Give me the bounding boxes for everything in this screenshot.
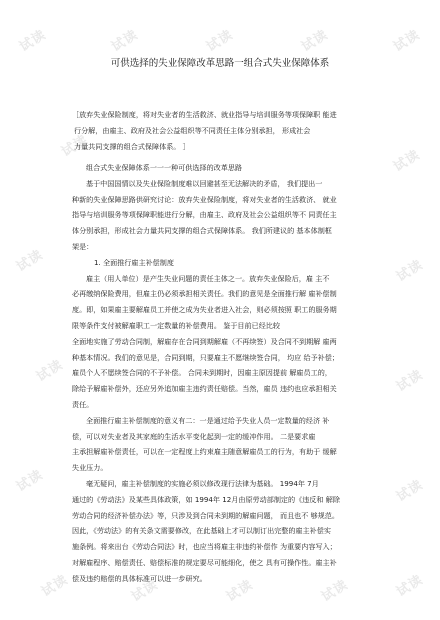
- body-line: 主承担解雇补偿责任，可以在一定程度上约束雇主随意解雇员工的行为，有助于 缓解: [72, 447, 337, 457]
- body-line: 全面推行雇主补偿制度的意义有二：一是通过给予失业人员一定数量的经济 补: [86, 415, 330, 425]
- body-line: 对解雇程序、赔偿责任、赔偿标准的规定要尽可能细化，使之 具有可操作性。雇主补: [72, 557, 337, 567]
- body-line: 雇员个人不愿续签合同的不予补偿。 合同未到期时，因雇主原因提前 解雇员工的，: [72, 368, 332, 378]
- watermark-text: 试读: [204, 27, 236, 55]
- body-line: 全面地实施了劳动合同制，解雇存在合同到期解雇（不再续签）及合同不到期解 雇两: [72, 336, 337, 346]
- body-line: 种新的失业保障思路供研究讨论：放弃失业保险制度，将对失业者的生活救济、 就业: [72, 194, 337, 204]
- body-line: 必再缴纳保险费用，但雇主仍必须承担相关责任。我们的意见是全面推行解 雇补偿制: [72, 289, 337, 299]
- body-line: 劳动合同的经济补偿办法》等，只涉及到合同未到期的解雇问题， 而且也不 够规范。: [72, 510, 339, 520]
- body-line: 偿，可以对失业者及其家庭的生活水平变化起到一定的缓冲作用。 二是要求雇: [72, 431, 316, 441]
- watermark-text: 试读: [39, 572, 71, 600]
- body-line: 架是：: [72, 241, 94, 251]
- body-line: 除给予解雇补偿外，还应另外追加雇主违约责任赔偿。当然，雇员 违约也应承担相关: [72, 384, 337, 394]
- body-line: 指导与培训服务等项保障职能进行分解，由雇主、政府及社会公益组织等不 同责任主: [72, 210, 337, 220]
- body-line: 偿及违约赔偿的具体标准可以进一步研究。: [72, 573, 207, 583]
- watermark-text: 试读: [224, 577, 256, 605]
- watermark-text: 试读: [109, 27, 141, 55]
- body-line: 限等条件支付被解雇职工一定数量的补偿费用。 鉴于目前已经比较: [72, 320, 280, 330]
- abstract-line: ［放弃失业保险制度，将对失业者的生活救济、就业指导与培训服务等项保障职 能进: [72, 110, 337, 119]
- body-line: 基于中国国情以及失业保险制度难以回避甚至无法解决的矛盾， 我们提出一: [86, 178, 323, 188]
- watermark-text: 试读: [129, 577, 161, 605]
- body-line: 因此，《劳动法》的有关条文需要修改，在此基础上才可以制订出完整的雇主补偿实: [72, 526, 331, 536]
- watermark-text: 试读: [394, 257, 426, 285]
- subsection-heading: 1. 全面推行雇主补偿制度: [94, 257, 174, 267]
- body-line: 毫无疑问，雇主补偿制度的实施必须以修改现行法律为基础。 1994年 7月: [86, 478, 319, 488]
- section-heading: 组合式失业保障体系一一一种可供选择的改革思路: [86, 163, 243, 172]
- body-line: 施条例。将来出台《劳动合同法》时，也应当将雇主非违约补偿作 为重要内容写入；: [72, 542, 337, 552]
- watermark-text: 试读: [299, 27, 331, 55]
- body-line: 责任。: [72, 399, 94, 409]
- body-line: 雇主（用人单位）是产生失业问题的责任主体之一。放弃失业保险后，雇 主不: [86, 273, 330, 283]
- watermark-text: 试读: [394, 367, 426, 395]
- watermark-text: 试读: [391, 27, 423, 55]
- body-line: 度。即，如果雇主要解雇员工并使之成为失业者进入社会，则必须按照 职工的服务期: [72, 305, 337, 315]
- watermark-text: 试读: [391, 147, 423, 175]
- body-line: 通过的《劳动法》及某些具体政策，如 1994年 12月由原劳动部制定的《违反和 解除: [72, 494, 340, 504]
- body-line: 失业压力。: [72, 463, 108, 473]
- document-title: 可供选择的失业保障改革思路一组合式失业保障体系: [110, 58, 330, 69]
- body-text: [72, 160, 362, 587]
- watermark-text: 试读: [59, 132, 91, 160]
- abstract-line: 力量共同支撑的组合式保障体系。 ］: [74, 141, 190, 151]
- body-line: 种基本情况。我们的意见是，合同到期，只要雇主不愿继续签合同， 均应 给予补偿；: [72, 352, 339, 362]
- body-line: 体分别承担，形成社会力量共同支撑的组合式保障体系。 我们所建议的 基本体制框: [72, 226, 332, 236]
- watermark-text: 试读: [14, 467, 46, 495]
- watermark-text: 试读: [319, 577, 351, 605]
- watermark-text: 试读: [394, 572, 426, 600]
- watermark-text: 试读: [14, 247, 46, 275]
- abstract-block: [72, 107, 362, 154]
- abstract-line: 行分解，由雇主、政府及社会公益组织等不同责任主体分别承担， 形成社会: [74, 125, 311, 135]
- watermark-text: 试读: [34, 357, 66, 385]
- watermark-text: 试读: [394, 477, 426, 505]
- watermark-text: 试读: [17, 27, 49, 55]
